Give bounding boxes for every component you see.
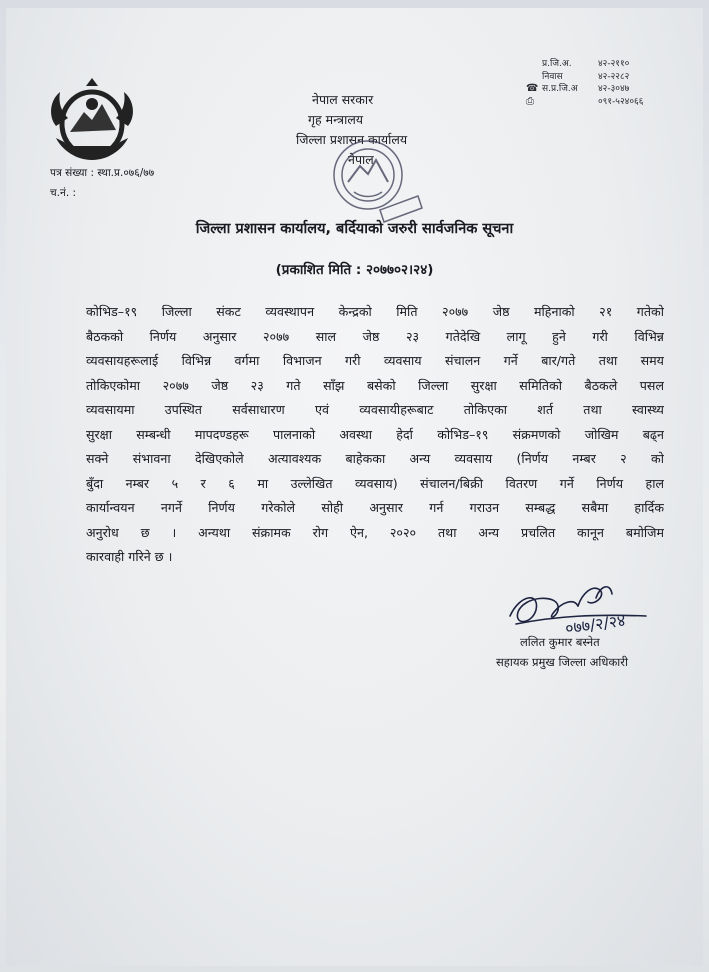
body-line: सुरक्षा सम्बन्धी मापदण्डहरू पालनाको अवस्था हेर्दा कोभिड–१९ संक्रमणको जोखिम बढ्न	[86, 426, 664, 442]
body-line: व्यवसायमा उपस्थित सर्वसाधारण एवं व्यवसायीहरूबाट तोकिएका शर्त तथा स्वास्थ्य	[86, 402, 664, 417]
published-date: (प्रकाशित मिति : २०७७०२।२४)	[275, 262, 434, 278]
contact-row: प्र.जि.अ. ४२-२११०	[542, 59, 630, 69]
body-line: कारवाही गरिने छ ।	[86, 549, 173, 564]
ministry-name: गृह मन्त्रालय	[308, 112, 364, 127]
phone-icon: ☎	[526, 83, 539, 94]
body-line: कोभिड–१९ जिल्ला संकट व्यवस्थापन केन्द्रको मिति २०७७ जेष्ठ महिनाको २१ गतेको	[86, 304, 664, 319]
notice-body	[86, 300, 664, 570]
notice-title: जिल्ला प्रशासन कार्यालय, बर्दियाको जरुरी सार्वजनिक सूचना	[195, 221, 514, 237]
signatory	[496, 632, 676, 672]
body-line: व्यवसायहरूलाई विभिन्न वर्गमा विभाजन गरी व्यवसाय संचालन गर्ने बार/गते तथा समय	[86, 353, 664, 368]
notice-document	[6, 8, 703, 966]
body-line: तोकिएकोमा २०७७ जेष्ठ २३ गते साँझ बसेको जिल्ला सुरक्षा समितिको बैठकले पसल	[86, 377, 664, 393]
body-line: कार्यान्वयन नगर्ने निर्णय गरेकोले सोही अनुसार गर्न गराउन सम्बद्ध सबैमा हार्दिक	[86, 500, 664, 515]
body-line: बुँदा नम्बर ५ र ६ मा उल्लेखित व्यवसाय) संचालन/बिक्री वितरण गर्ने निर्णय हाल	[86, 475, 664, 491]
dispatch-number: च.नं. :	[50, 187, 77, 199]
body-line: अनुरोध छ । अन्यथा संक्रामक रोग ऐन, २०२० तथा अन्य प्रचलित कानून बमोजिम	[86, 524, 664, 540]
contact-numbers	[526, 58, 643, 108]
signatory-name: ललित कुमार बस्नेत	[520, 635, 600, 649]
body-line: बैठकको निर्णय अनुसार २०७७ साल जेष्ठ २३ गतेदेखि लागू हुने गरी विभिन्न	[86, 328, 664, 344]
contact-row: ⎙ ०९१-५२४०६६	[526, 95, 644, 107]
signatory-designation: सहायक प्रमुख जिल्ला अधिकारी	[496, 655, 628, 669]
contact-row: ☎ स.प्र.जि.अ ४२-३०४७	[526, 83, 630, 94]
fax-icon: ⎙	[526, 95, 534, 107]
office-location: नेपाल	[348, 152, 374, 167]
office-name: जिल्ला प्रशासन कार्यालय	[296, 132, 408, 147]
government-name: नेपाल सरकार	[312, 92, 374, 107]
nepal-emblem-icon	[42, 76, 142, 166]
letter-reference	[50, 163, 154, 203]
reference-number: पत्र संख्या : स्था.प्र.०७६/७७	[50, 167, 155, 179]
contact-row: निवास ४२-२२८२	[542, 71, 630, 82]
svg-text:०७७/२/२४: ०७७/२/२४	[563, 610, 627, 638]
body-line: सक्ने संभावना देखिएकोले अत्यावश्यक बाहेकका अन्य व्यवसाय (निर्णय नम्बर २ को	[86, 451, 664, 466]
